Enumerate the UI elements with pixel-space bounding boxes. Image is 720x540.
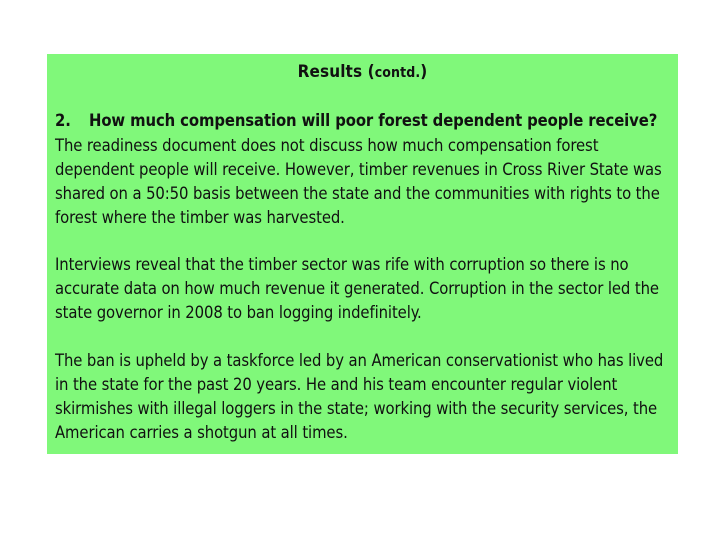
- content-panel: [47, 54, 678, 454]
- paragraph-corruption: Interviews reveal that the timber sector was rife with corruption so there is no accurate data on how much revenue it generated. Corruption in the sector led the state governor in 2008 to ban logging indefinitely.: [55, 255, 659, 322]
- question-heading: [55, 111, 675, 130]
- title-close-paren: ): [420, 62, 428, 82]
- title-open-paren: (: [367, 62, 375, 82]
- slide-title: [47, 62, 678, 82]
- title-contd: contd.: [374, 65, 421, 81]
- paragraph-logging-ban: The ban is upheld by a taskforce led by an American conservationist who has lived in the state for the past 20 years. He and his team encounter regular violent skirmishes with illegal loggers in the state; working with the security services, the American carries a shotgun at all times.: [55, 351, 664, 442]
- title-main: Results: [297, 62, 368, 82]
- paragraph-compensation: The readiness document does not discuss how much compensation forest dependent people will receive. However, timber revenues in Cross River State was shared on a 50:50 basis between the state and the communities with rights to the forest where the timber was harvested.: [55, 136, 662, 227]
- question-text: How much compensation will poor forest dependent people receive?: [89, 111, 658, 130]
- question-number: 2.: [55, 111, 71, 130]
